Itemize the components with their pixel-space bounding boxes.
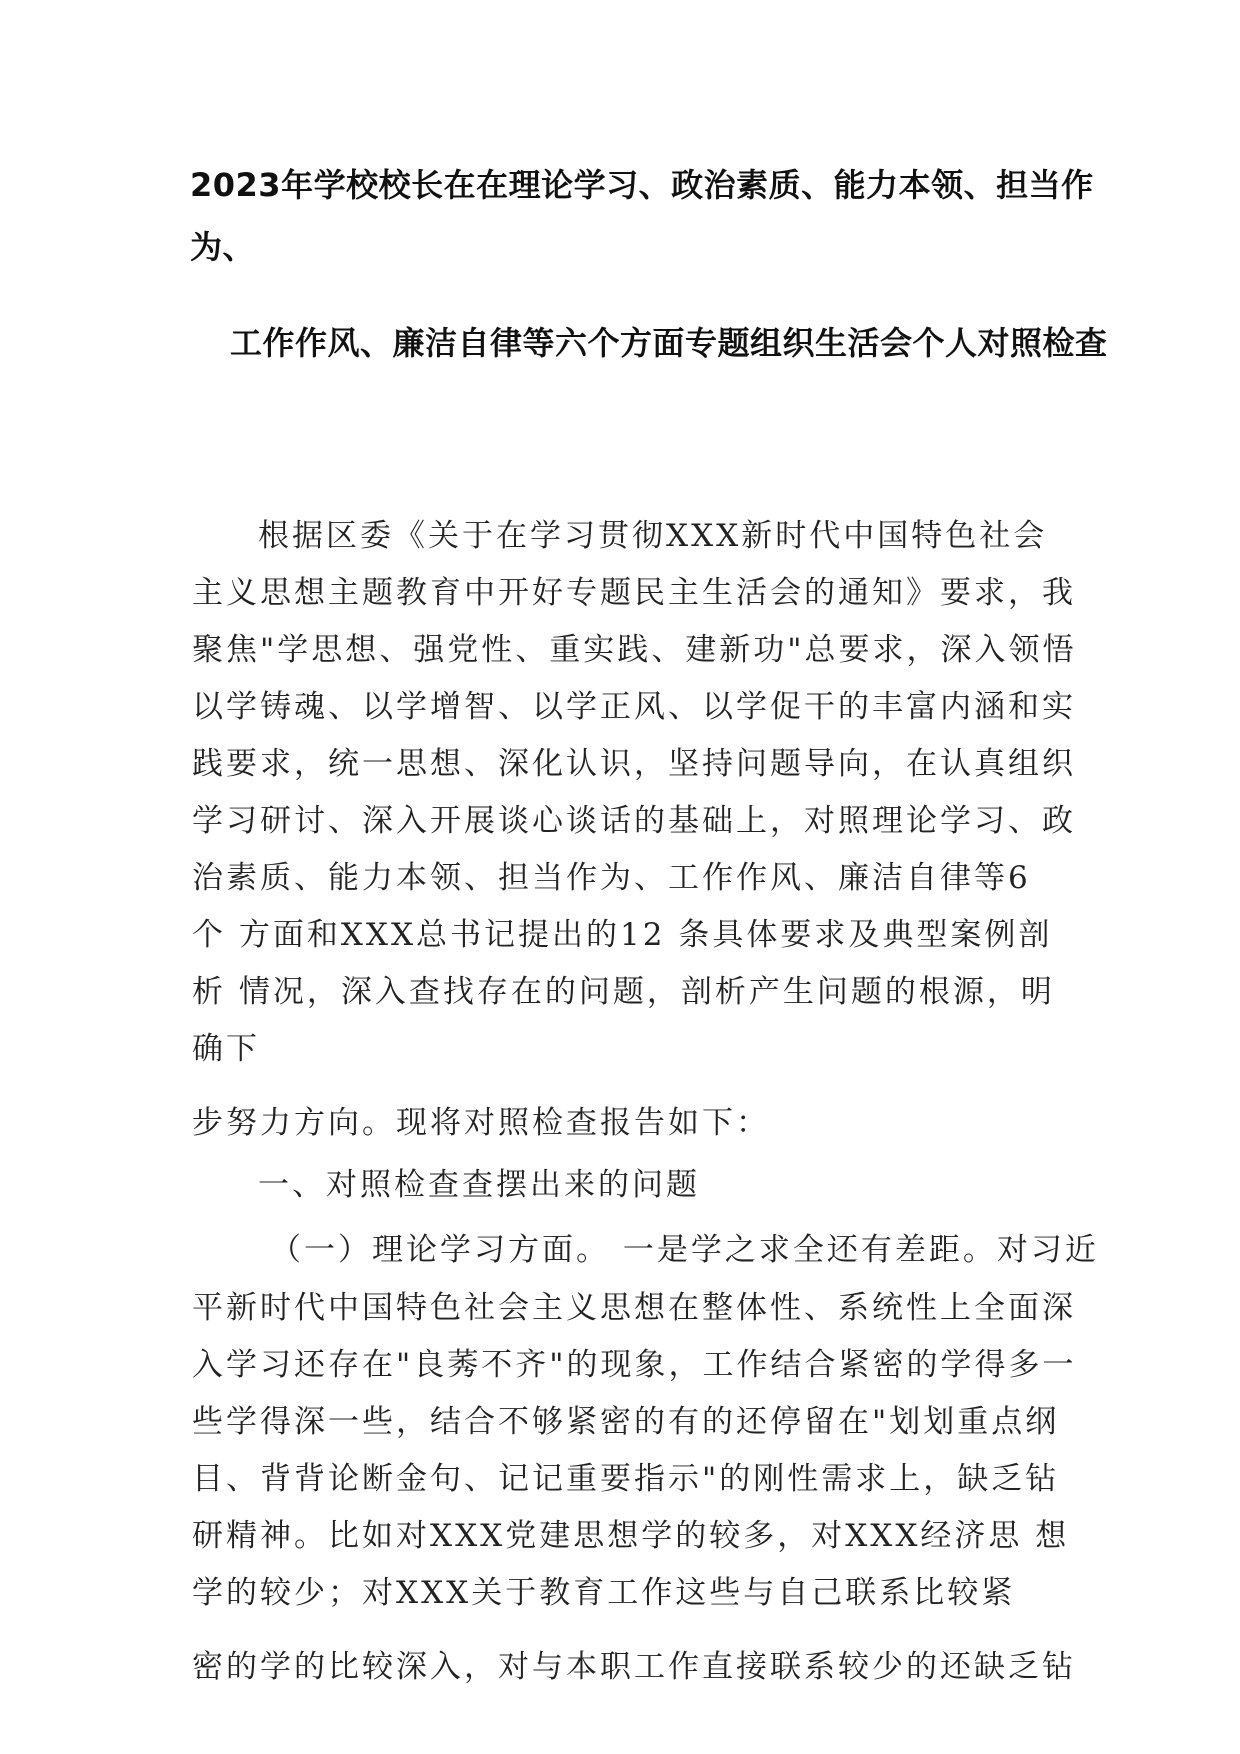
body-line: 研精神。比如对XXX党建思想学的较多，对XXX经济思 想 — [192, 1518, 1070, 1554]
body-line: 治素质、能力本领、担当作为、工作作风、廉洁自律等6 — [192, 860, 1031, 896]
body-line: 聚焦"学思想、强党性、重实践、建新功"总要求，深入领悟 — [192, 632, 1077, 668]
body-line: 以学铸魂、以学增智、以学正风、以学促干的丰富内涵和实 — [192, 689, 1076, 725]
body-line: 主义思想主题教育中开好专题民主生活会的通知》要求，我 — [192, 575, 1076, 611]
section-heading: 一、对照检查查摆出来的问题 — [258, 1167, 700, 1203]
body-line: 密的学的比较深入，对与本职工作直接联系较少的还缺乏钻 — [192, 1649, 1076, 1685]
body-line: 践要求，统一思想、深化认识，坚持问题导向，在认真组织 — [192, 746, 1076, 782]
body-line: 学的较少；对XXX关于教育工作这些与自己联系比较紧 — [192, 1575, 1016, 1611]
body-line: 些学得深一些，结合不够紧密的有的还停留在"划划重点纲 — [192, 1404, 1060, 1440]
body-line: 根据区委《关于在学习贯彻XXX新时代中国特色社会 — [258, 518, 1048, 554]
document-title-line-2: 为、 — [190, 228, 256, 266]
body-line: 个 方面和XXX总书记提出的12 条具体要求及典型案例剖 — [192, 917, 1053, 953]
body-line: 平新时代中国特色社会主义思想在整体性、系统性上全面深 — [192, 1290, 1076, 1326]
body-line: 学习研讨、深入开展谈心谈话的基础上，对照理论学习、政 — [192, 803, 1076, 839]
body-line: 析 情况，深入查找存在的问题，剖析产生问题的根源，明 — [192, 974, 1055, 1010]
body-line: 目、背背论断金句、记记重要指示"的刚性需求上，缺乏钻 — [192, 1461, 1060, 1497]
document-title-line-3: 工作作风、廉洁自律等六个方面专题组织生活会个人对照检查 — [230, 324, 1108, 362]
subsection-line: （一）理论学习方面。 一是学之求全还有差距。对习近 — [270, 1232, 1099, 1268]
body-line: 确下 — [192, 1031, 260, 1067]
body-line: 步努力方向。现将对照检查报告如下： — [192, 1105, 770, 1141]
document-title-line-1: 2023年学校校长在在理论学习、政治素质、能力本领、担当作 — [190, 166, 1094, 204]
body-line: 入学习还存在"良莠不齐"的现象，工作结合紧密的学得多一 — [192, 1347, 1077, 1383]
